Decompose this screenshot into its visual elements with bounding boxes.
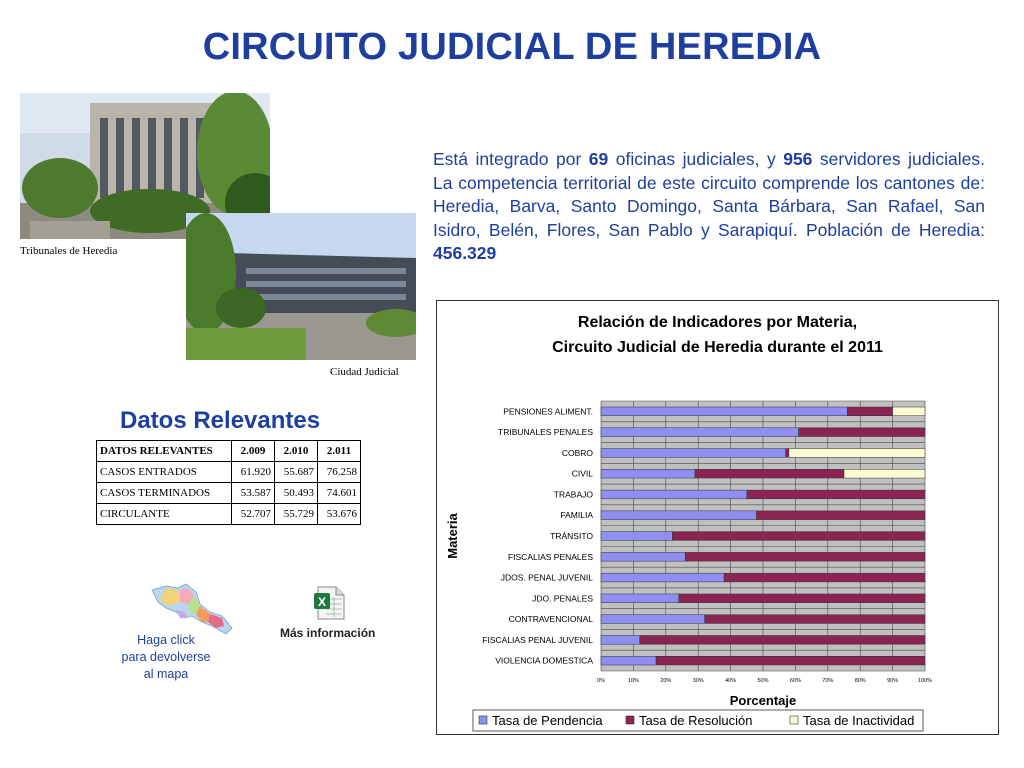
- category-label: CONTRAVENCIONAL: [508, 614, 593, 625]
- x-axis-title: Porcentaje: [729, 693, 797, 708]
- row-label: CASOS ENTRADOS: [97, 462, 232, 483]
- bar-segment: [601, 511, 757, 520]
- bar-segment: [601, 428, 799, 437]
- column-header: DATOS RELEVANTES: [97, 441, 232, 462]
- category-label: TRÁNSITO: [550, 531, 593, 541]
- table-cell: 76.258: [318, 462, 361, 483]
- table-cell: 53.676: [318, 504, 361, 525]
- category-label: FISCALIAS PENALES: [507, 551, 593, 562]
- bar-segment: [601, 635, 640, 644]
- bar-segment: [656, 656, 925, 665]
- excel-file-icon[interactable]: [312, 585, 348, 621]
- row-label: CIRCULANTE: [97, 504, 232, 525]
- ciudad-judicial-photo: [186, 213, 416, 360]
- table-row: [97, 462, 361, 483]
- costa-rica-map-icon[interactable]: [148, 582, 236, 637]
- svg-text:X: X: [317, 595, 327, 609]
- legend-swatch: [479, 716, 487, 724]
- category-label: FISCALIAS PENAL JUVENIL: [482, 634, 593, 645]
- chart-plot: [437, 301, 998, 734]
- column-header: 2.009: [232, 441, 275, 462]
- table-row: [97, 504, 361, 525]
- table-cell: 61.920: [232, 462, 275, 483]
- legend-swatch: [626, 716, 634, 724]
- category-label: PENSIONES ALIMENT.: [503, 406, 593, 417]
- legend-label: Tasa de Pendencia: [492, 713, 603, 728]
- offices-count: 69: [588, 149, 609, 169]
- legend-label: Tasa de Inactividad: [803, 713, 915, 728]
- map-return-link[interactable]: [108, 632, 224, 683]
- bar-segment: [601, 656, 656, 665]
- map-link-line: para devolverse: [121, 650, 211, 664]
- x-tick-label: 100%: [917, 678, 933, 684]
- category-label: CIVIL: [571, 468, 593, 479]
- page-title: CIRCUITO JUDICIAL DE HEREDIA: [202, 26, 822, 68]
- bar-segment: [672, 532, 925, 541]
- x-tick-label: 10%: [627, 678, 639, 684]
- category-label: FAMILIA: [560, 510, 593, 521]
- x-tick-label: 0%: [597, 678, 605, 684]
- desc-text-1: Está integrado por: [433, 149, 589, 169]
- desc-text-2: oficinas judiciales, y: [608, 149, 784, 169]
- bar-segment: [601, 449, 786, 458]
- more-info-link[interactable]: Más información: [280, 626, 376, 640]
- map-link-line: Haga click: [137, 633, 195, 647]
- bar-segment: [747, 490, 925, 499]
- column-header: 2.010: [275, 441, 318, 462]
- x-tick-label: 30%: [692, 678, 704, 684]
- table-cell: 55.729: [275, 504, 318, 525]
- bar-segment: [601, 407, 847, 416]
- bar-segment: [640, 635, 925, 644]
- table-row: [97, 483, 361, 504]
- x-tick-label: 90%: [887, 678, 899, 684]
- legend-label: Tasa de Resolución: [639, 713, 753, 728]
- map-link-line: al mapa: [143, 667, 189, 681]
- bar-segment: [601, 573, 724, 582]
- bar-segment: [685, 552, 925, 561]
- desc-text-3: servidores judiciales. La competencia territorial de este circuito comprende los cantones de: Heredia, Barva, Santo Domingo, Santa Bárbara, San Rafael, San Isidro, Belén, Flores, San Pablo y Sarapiquí. Población de Heredia:: [433, 149, 985, 240]
- category-label: VIOLENCIA DOMESTICA: [495, 655, 593, 666]
- chart-title-line2: Circuito Judicial de Heredia durante el 2011: [552, 339, 883, 356]
- y-axis-title: Materia: [445, 513, 460, 559]
- table-cell: 52.707: [232, 504, 275, 525]
- bar-segment: [601, 552, 685, 561]
- x-tick-label: 80%: [854, 678, 866, 684]
- category-label: TRABAJO: [553, 489, 593, 500]
- servants-count: 956: [783, 149, 813, 169]
- ciudad-judicial-caption: Ciudad Judicial: [330, 366, 399, 378]
- tribunales-caption: Tribunales de Heredia: [20, 245, 118, 257]
- x-tick-label: 60%: [789, 678, 801, 684]
- table-cell: 50.493: [275, 483, 318, 504]
- bar-segment: [757, 511, 925, 520]
- x-tick-label: 50%: [757, 678, 769, 684]
- bar-segment: [724, 573, 925, 582]
- legend-swatch: [790, 716, 798, 724]
- population-count: 456.329: [433, 243, 497, 263]
- bar-segment: [786, 449, 789, 458]
- category-label: JDOS. PENAL JUVENIL: [500, 572, 593, 583]
- table-cell: 74.601: [318, 483, 361, 504]
- circuit-description: [433, 148, 985, 266]
- x-tick-label: 20%: [660, 678, 672, 684]
- x-tick-label: 40%: [725, 678, 737, 684]
- table-cell: 55.687: [275, 462, 318, 483]
- bar-segment: [705, 615, 925, 624]
- indicators-chart: [436, 300, 999, 735]
- category-label: COBRO: [561, 447, 593, 458]
- table-cell: 53.587: [232, 483, 275, 504]
- table-header-row: [97, 441, 361, 462]
- bar-segment: [799, 428, 925, 437]
- bar-segment: [601, 615, 705, 624]
- bar-segment: [844, 469, 925, 478]
- bar-segment: [847, 407, 892, 416]
- bar-segment: [601, 490, 747, 499]
- x-tick-label: 70%: [822, 678, 834, 684]
- column-header: 2.011: [318, 441, 361, 462]
- datos-relevantes-title: Datos Relevantes: [120, 407, 321, 434]
- bar-segment: [601, 469, 695, 478]
- bar-segment: [695, 469, 844, 478]
- row-label: CASOS TERMINADOS: [97, 483, 232, 504]
- bar-segment: [679, 594, 925, 603]
- chart-title-line1: Relación de Indicadores por Materia,: [577, 314, 858, 331]
- category-label: TRIBUNALES PENALES: [498, 427, 593, 438]
- bar-segment: [893, 407, 925, 416]
- bar-segment: [601, 532, 672, 541]
- bar-segment: [601, 594, 679, 603]
- bar-segment: [789, 449, 925, 458]
- datos-relevantes-table: [96, 440, 361, 525]
- category-label: JDO. PENALES: [532, 593, 593, 604]
